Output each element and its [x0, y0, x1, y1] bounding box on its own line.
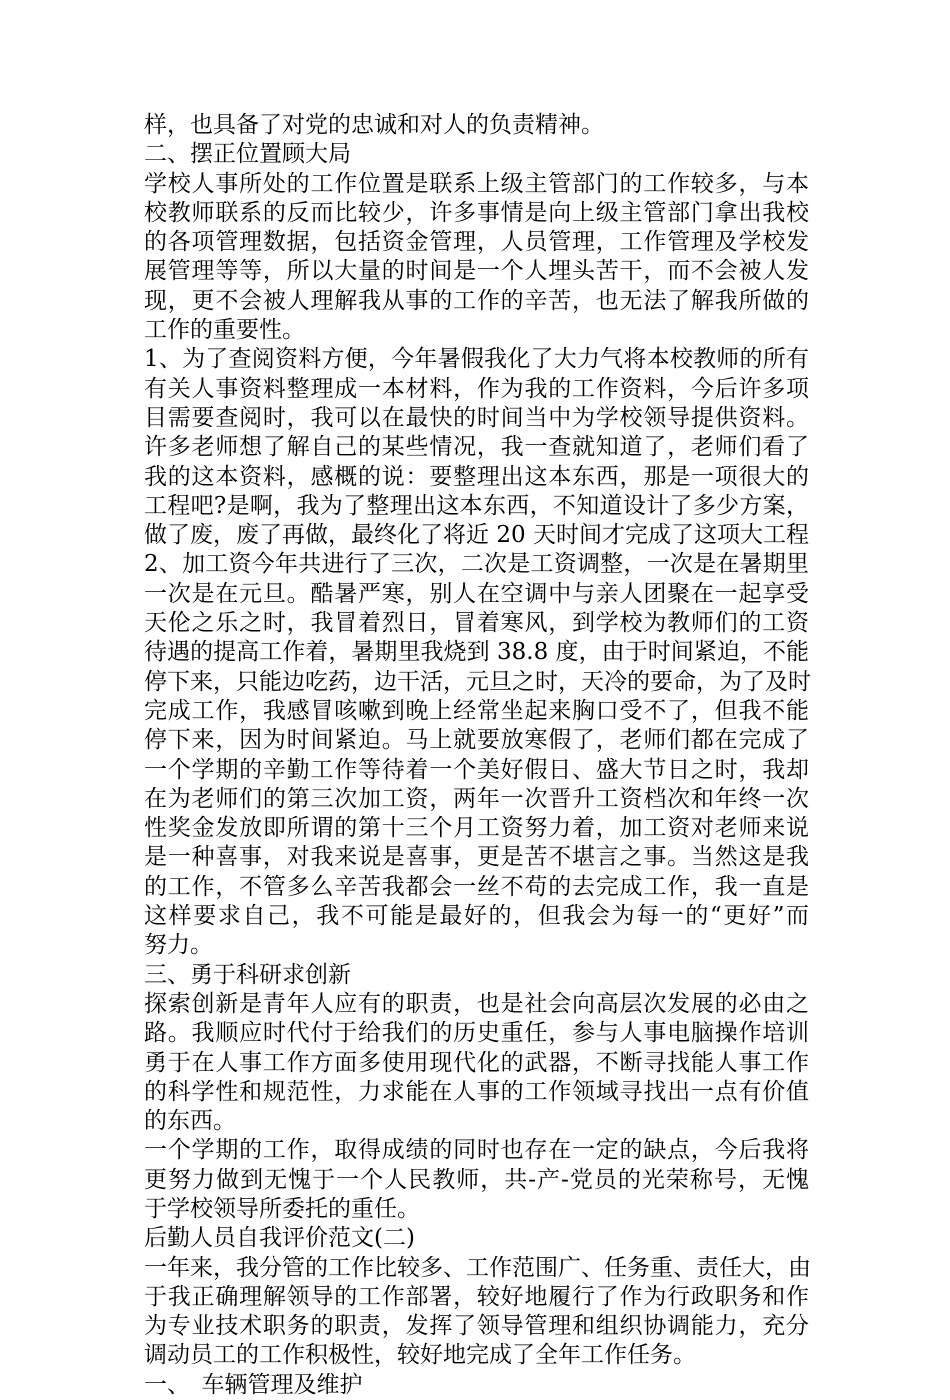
- text-line: 我的这本资料，感概的说：要整理出这本东西，那是一项很大的: [144, 463, 809, 490]
- text-line: 一年来，我分管的工作比较多、工作范围广、任务重、责任大，由: [144, 1254, 811, 1281]
- text-line: 在为老师们的第三次加工资，两年一次晋升工资档次和年终一次: [144, 785, 809, 812]
- text-line: 样，也具备了对党的忠诚和对人的负责精神。: [144, 112, 604, 138]
- text-line: 1、为了查阅资料方便，今年暑假我化了大力气将本校教师的所有: [144, 346, 809, 373]
- text-line: 许多老师想了解自己的某些情况，我一查就知道了，老师们看了: [144, 434, 809, 461]
- text-line: 三、勇于科研求创新: [144, 961, 351, 988]
- text-line: 工程吧?是啊，我为了整理出这本东西，不知道设计了多少方案，: [144, 492, 809, 519]
- document-body: [144, 111, 809, 1400]
- text-line: 为专业技术职务的职责，发挥了领导管理和组织协调能力，充分: [144, 1313, 809, 1340]
- text-line: 一次是在元旦。酷暑严寒，别人在空调中与亲人团聚在一起享受: [144, 580, 809, 607]
- text-line: 探索创新是青年人应有的职责，也是社会向高层次发展的必由之: [144, 990, 809, 1017]
- text-line: 是一种喜事，对我来说是喜事，更是苦不堪言之事。当然这是我: [144, 844, 809, 871]
- text-line: 一、 车辆管理及维护: [144, 1371, 363, 1398]
- text-line: 完成工作，我感冒咳嗽到晚上经常坐起来胸口受不了，但我不能: [144, 697, 809, 724]
- text-line: 现，更不会被人理解我从事的工作的辛苦，也无法了解我所做的: [144, 287, 809, 314]
- text-line: 工作的重要性。: [144, 317, 305, 344]
- text-line: 停下来，只能边吃药，边干活，元旦之时，天冷的要命，为了及时: [144, 668, 811, 695]
- text-line: 一个学期的工作，取得成绩的同时也存在一定的缺点，今后我将: [144, 1137, 809, 1164]
- text-line: 目需要查阅时，我可以在最快的时间当中为学校领导提供资料。: [144, 404, 809, 431]
- text-line: 于学校领导所委托的重任。: [144, 1195, 420, 1222]
- text-line: 做了废，废了再做，最终化了将近 20 天时间才完成了这项大工程: [144, 522, 809, 549]
- text-line: 一个学期的辛勤工作等待着一个美好假日、盛大节日之时，我却: [144, 756, 809, 783]
- text-line: 校教师联系的反而比较少，许多事情是向上级主管部门拿出我校: [144, 199, 809, 226]
- text-line: 的工作，不管多么辛苦我都会一丝不苟的去完成工作，我一直是: [144, 873, 809, 900]
- text-line: 待遇的提高工作着，暑期里我烧到 38.8 度，由于时间紧迫，不能: [144, 639, 809, 666]
- text-line: 2、加工资今年共进行了三次，二次是工资调整，一次是在暑期里: [144, 551, 809, 578]
- text-line: 于我正确理解领导的工作部署，较好地履行了作为行政职务和作: [144, 1283, 809, 1310]
- text-line: 路。我顺应时代付于给我们的历史重任，参与人事电脑操作培训: [144, 1020, 809, 1047]
- text-line: 这样要求自己，我不可能是最好的，但我会为每一的“更好”而: [144, 903, 809, 930]
- text-line: 天伦之乐之时，我冒着烈日，冒着寒风，到学校为教师们的工资: [144, 610, 809, 637]
- text-line: 停下来，因为时间紧迫。马上就要放寒假了，老师们都在完成了: [144, 727, 809, 754]
- text-line: 的科学性和规范性，力求能在人事的工作领域寻找出一点有价值: [144, 1078, 809, 1105]
- text-line: 努力。: [144, 932, 213, 959]
- text-line: 性奖金发放即所谓的第十三个月工资努力着，加工资对老师来说: [144, 815, 809, 842]
- text-line: 的东西。: [144, 1108, 236, 1135]
- text-line: 勇于在人事工作方面多使用现代化的武器，不断寻找能人事工作: [144, 1049, 809, 1076]
- text-line: 学校人事所处的工作位置是联系上级主管部门的工作较多，与本: [144, 170, 809, 197]
- text-line: 调动员工的工作积极性，较好地完成了全年工作任务。: [144, 1342, 696, 1369]
- text-line: 的各项管理数据，包括资金管理，人员管理，工作管理及学校发: [144, 229, 809, 256]
- text-line: 有关人事资料整理成一本材料，作为我的工作资料，今后许多项: [144, 375, 809, 402]
- text-line: 展管理等等，所以大量的时间是一个人埋头苦干，而不会被人发: [144, 258, 809, 285]
- text-line: 二、摆正位置顾大局: [144, 141, 351, 168]
- text-line: 更努力做到无愧于一个人民教师，共-产-党员的光荣称号，无愧: [144, 1166, 809, 1193]
- text-line: 后勤人员自我评价范文(二): [144, 1225, 415, 1252]
